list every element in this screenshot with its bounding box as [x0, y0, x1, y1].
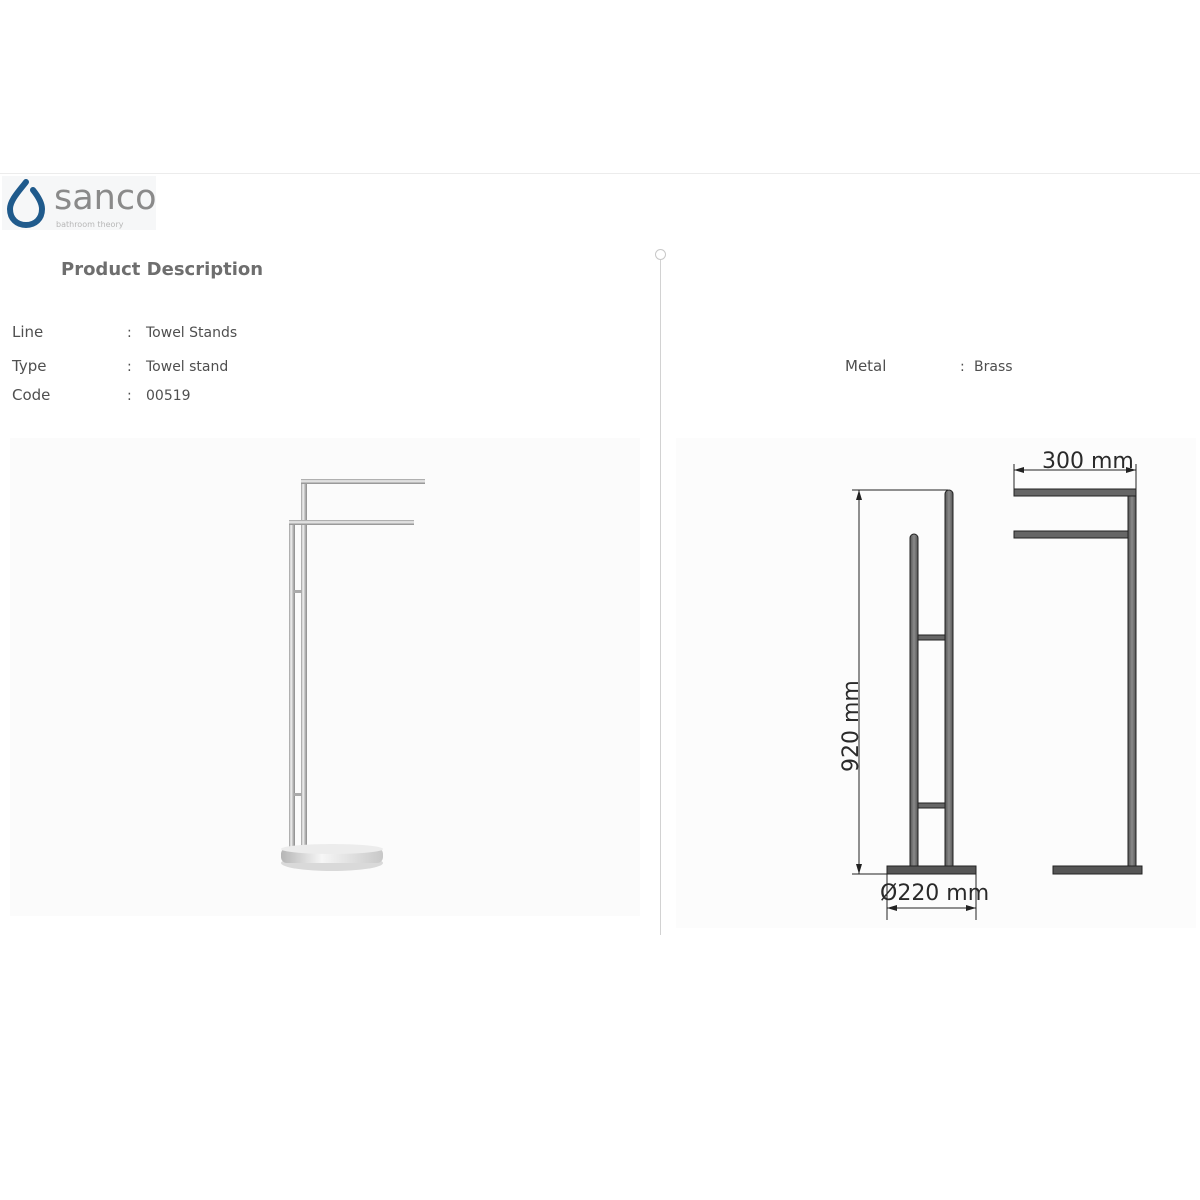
- base-dimension-label: Ø220 mm: [880, 881, 990, 906]
- spec-colon: :: [127, 388, 132, 404]
- spec-label-metal: Metal: [845, 357, 887, 375]
- dimension-drawing: [676, 438, 1196, 928]
- spec-value-metal: Brass: [974, 359, 1013, 375]
- water-drop-icon: [4, 178, 48, 228]
- brand-tagline: bathroom theory: [56, 220, 124, 229]
- spec-value-code: 00519: [146, 388, 191, 404]
- brand-logo[interactable]: [2, 176, 156, 230]
- column-divider: [660, 259, 661, 935]
- technical-drawing: [676, 438, 1196, 928]
- width-dimension-label: 300 mm: [1042, 449, 1134, 474]
- spec-label-type: Type: [12, 357, 47, 375]
- spec-value-line: Towel Stands: [146, 325, 238, 341]
- spec-colon: :: [127, 325, 132, 341]
- spec-colon: :: [127, 359, 132, 375]
- divider-handle[interactable]: [655, 249, 666, 260]
- product-photo: [10, 438, 640, 916]
- spec-colon: :: [960, 359, 965, 375]
- spec-label-code: Code: [12, 386, 51, 404]
- height-dimension-label: 920 mm: [839, 680, 864, 772]
- spec-label-line: Line: [12, 323, 44, 341]
- towel-stand-photo: [10, 438, 640, 916]
- header-rule: [0, 173, 1200, 174]
- spec-value-type: Towel stand: [146, 359, 229, 375]
- section-title: Product Description: [61, 259, 264, 280]
- brand-name: sanco: [54, 178, 157, 218]
